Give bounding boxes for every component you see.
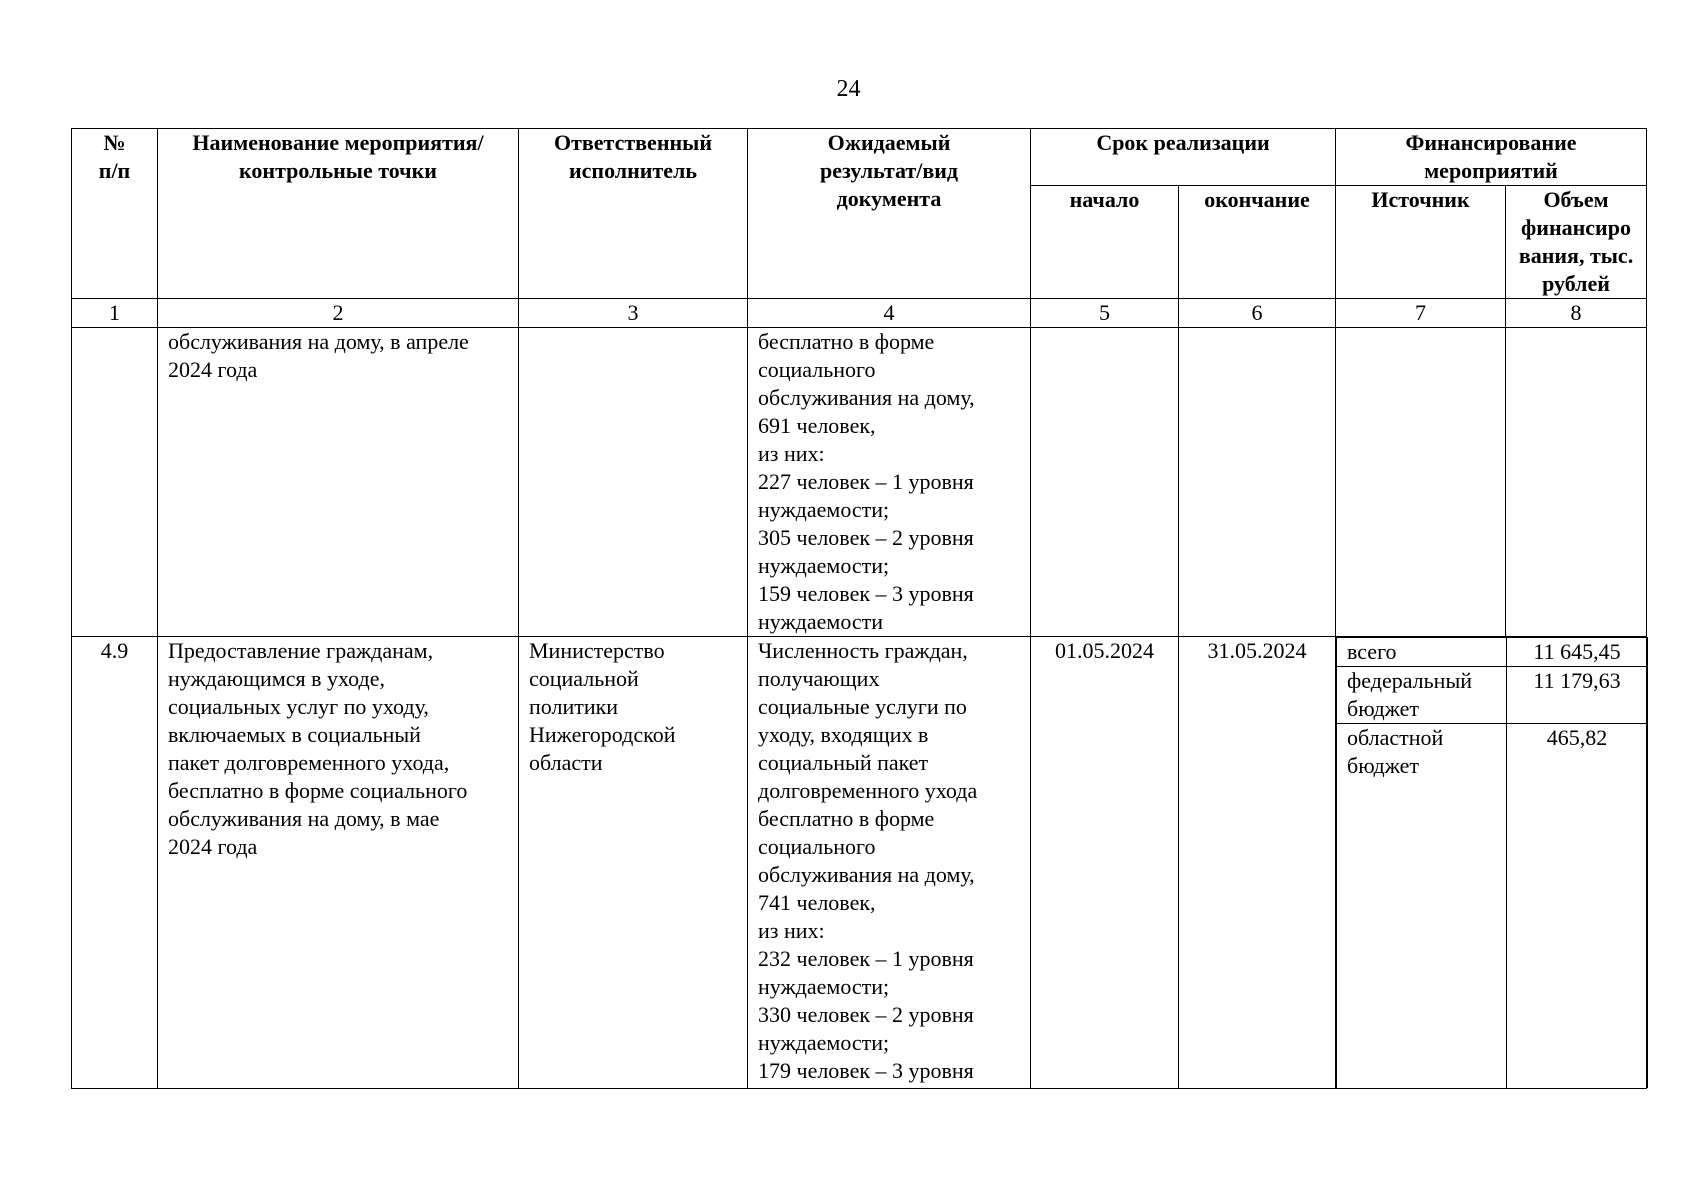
row-num: 4.9	[72, 637, 158, 1089]
table-row	[72, 637, 1647, 1089]
row-end	[1179, 328, 1336, 637]
header-volume: Объем финансиро вания, тыс. рублей	[1506, 186, 1647, 299]
page-number: 24	[836, 76, 861, 102]
financing-column-divider	[1506, 637, 1507, 1088]
column-number: 3	[519, 299, 748, 328]
row-executor	[519, 328, 748, 637]
financing-amount: 11 179,63	[1507, 667, 1648, 724]
row-source-empty	[1336, 328, 1506, 637]
row-name: Предоставление гражданам, нуждающимся в уходе, социальных услуг по уходу, включаемых в социальный пакет долговременного ухода, бесплатно в форме социального обслуживания на дому, в мае 2024 года	[158, 637, 519, 1089]
financing-source: областной бюджет	[1337, 724, 1507, 1089]
column-number: 2	[158, 299, 519, 328]
header-name: Наименование мероприятия/ контрольные точки	[158, 129, 519, 299]
header-num: № п/п	[72, 129, 158, 299]
header-start: начало	[1031, 186, 1179, 299]
financing-amount: 465,82	[1507, 724, 1648, 1089]
row-name: обслуживания на дому, в апреле 2024 года	[158, 328, 519, 637]
row-result: бесплатно в форме социального обслуживания на дому, 691 человек, из них: 227 человек – 1 уровня нуждаемости; 305 человек – 2 уровня нуждаемости; 159 человек – 3 уровня нуждаемости	[748, 328, 1031, 637]
column-number: 1	[72, 299, 158, 328]
financing-row	[1337, 667, 1648, 724]
financing-amount: 11 645,45	[1507, 638, 1648, 667]
table-row	[72, 328, 1647, 637]
financing-source: всего	[1337, 638, 1507, 667]
column-number: 6	[1179, 299, 1336, 328]
activity-plan-table	[71, 128, 1647, 1089]
header-end: окончание	[1179, 186, 1336, 299]
financing-row	[1337, 724, 1648, 1089]
financing-source: федеральный бюджет	[1337, 667, 1507, 724]
row-end: 31.05.2024	[1179, 637, 1336, 1089]
column-number: 8	[1506, 299, 1647, 328]
row-result: Численность граждан, получающих социальные услуги по уходу, входящих в социальный пакет долговременного ухода бесплатно в форме социального обслуживания на дому, 741 человек, из них: 232 человек – 1 уровня нуждаемости; 330 человек – 2 уровня нуждаемости; 179 человек – 3 уровня	[748, 637, 1031, 1089]
financing-cell	[1336, 637, 1647, 1089]
header-row-1	[72, 129, 1647, 186]
row-amount-empty	[1506, 328, 1647, 637]
header-result: Ожидаемый результат/вид документа	[748, 129, 1031, 299]
row-executor: Министерство социальной политики Нижегородской области	[519, 637, 748, 1089]
column-number-row	[72, 299, 1647, 328]
header-finance-group: Финансирование мероприятий	[1336, 129, 1647, 186]
header-term-group: Срок реализации	[1031, 129, 1336, 186]
column-number: 7	[1336, 299, 1506, 328]
row-start: 01.05.2024	[1031, 637, 1179, 1089]
row-num	[72, 328, 158, 637]
header-executor: Ответственный исполнитель	[519, 129, 748, 299]
column-number: 5	[1031, 299, 1179, 328]
financing-row	[1337, 638, 1648, 667]
header-source: Источник	[1336, 186, 1506, 299]
financing-breakdown	[1336, 637, 1648, 1088]
row-start	[1031, 328, 1179, 637]
column-number: 4	[748, 299, 1031, 328]
